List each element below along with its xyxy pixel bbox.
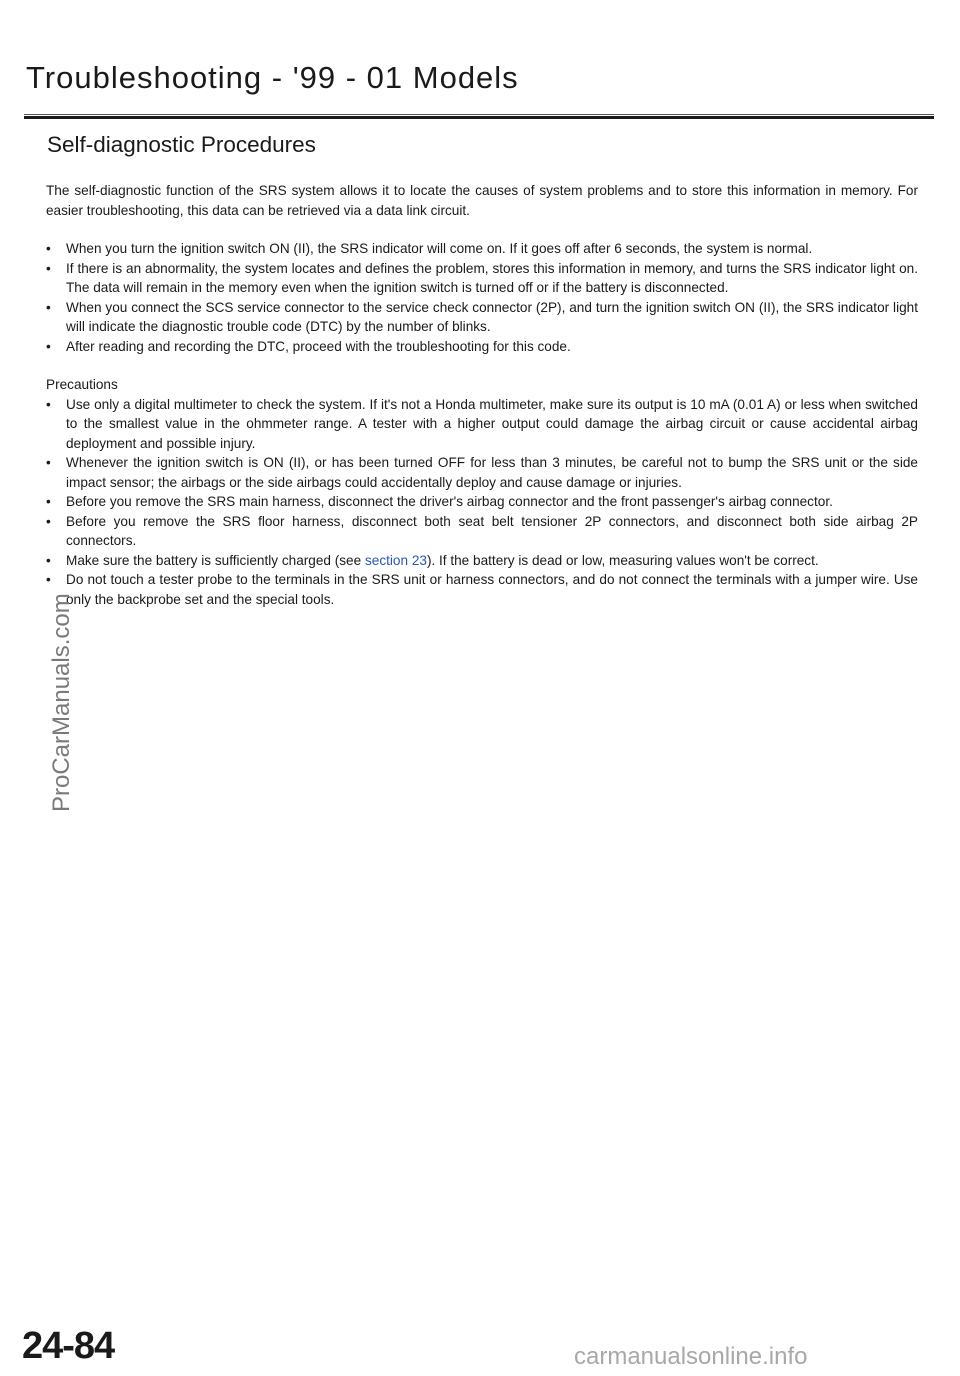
list-item: [46, 570, 918, 609]
list-item-text: After reading and recording the DTC, proceed with the troubleshooting for this code.: [66, 338, 571, 354]
list-item-text: When you turn the ignition switch ON (II), the SRS indicator will come on. If it goes off after 6 seconds, the system is normal.: [66, 241, 813, 256]
bullet-icon: •: [46, 552, 51, 568]
bullet-icon: •: [46, 396, 51, 412]
bullet-icon: •: [46, 241, 51, 256]
list-item: [46, 492, 918, 512]
list-item-text: If there is an abnormality, the system locates and defines the problem, stores this information in memory, and turns the SRS indicator light on. The data will remain in the memory even when the ignition switch is turned off or if the battery is disconnected.: [66, 260, 918, 295]
title-rule: [24, 116, 934, 119]
title-rule-thin: [24, 114, 934, 115]
bullet-icon: •: [46, 572, 51, 587]
page-number: 24-84: [22, 1325, 115, 1367]
list-item: [46, 551, 918, 571]
list-item-text: Before you remove the SRS main harness, disconnect the driver's airbag connector and the front passenger's airbag connector.: [66, 494, 833, 509]
precautions-heading: Precautions: [46, 377, 118, 392]
list-item: [46, 298, 918, 337]
battery-text-after: ). If the battery is dead or low, measuring values won't be correct.: [426, 552, 819, 568]
side-watermark: ProCarManuals.com: [48, 593, 75, 812]
bullet-icon: •: [46, 455, 51, 470]
bullet-icon: •: [46, 260, 51, 276]
list-item-text: Do not touch a tester probe to the terminals in the SRS unit or harness connectors, and do not connect the terminals with a jumper wire. Use only the backprobe set and the special tools.: [66, 572, 918, 607]
bullet-icon: •: [46, 494, 51, 509]
bullet-icon: •: [46, 513, 51, 529]
battery-text-before: Make sure the battery is sufficiently charged (see: [66, 552, 365, 568]
body-text: [46, 181, 918, 609]
list-item: [46, 395, 918, 454]
list-item: [46, 259, 918, 298]
precautions-list: [46, 395, 918, 610]
list-item: [46, 512, 918, 551]
list-item-text: Whenever the ignition switch is ON (II), or has been turned OFF for less than 3 minutes, be careful not to bump the SRS unit or the side impact sensor; the airbags or the side airbags could accidentally deploy and cause damage or injuries.: [66, 455, 918, 490]
list-item-text: Use only a digital multimeter to check the system. If it's not a Honda multimeter, make sure its output is 10 mA (0.01 A) or less when switched to the smallest value in the ohmmeter range. A tester with a higher output could damage the airbag circuit or cause accidental airbag deployment and possible injury.: [66, 396, 918, 451]
list-item: [46, 453, 918, 492]
bullet-icon: •: [46, 299, 51, 315]
list-item: [46, 239, 918, 259]
intro-paragraph: The self-diagnostic function of the SRS system allows it to locate the causes of system problems and to store this information in memory. For easier troubleshooting, this data can be retrieved via a data link circuit.: [46, 183, 918, 218]
list-item: [46, 337, 918, 357]
spacer: [46, 356, 918, 375]
section-23-link[interactable]: section 23: [364, 552, 427, 568]
diagnostic-bullet-list: [46, 239, 918, 356]
section-title: Self-diagnostic Procedures: [47, 132, 316, 157]
bullet-icon: •: [46, 338, 51, 354]
bottom-watermark: carmanualsonline.info: [574, 1343, 808, 1370]
list-item-text: Before you remove the SRS floor harness, disconnect both seat belt tensioner 2P connectors, and disconnect both side airbag 2P connectors.: [66, 513, 918, 548]
page-title: Troubleshooting - '99 - 01 Models: [26, 60, 519, 95]
list-item-text: When you connect the SCS service connector to the service check connector (2P), and turn the ignition switch ON (II), the SRS indicator light will indicate the diagnostic trouble code (DTC) by the number of blinks.: [66, 299, 918, 334]
